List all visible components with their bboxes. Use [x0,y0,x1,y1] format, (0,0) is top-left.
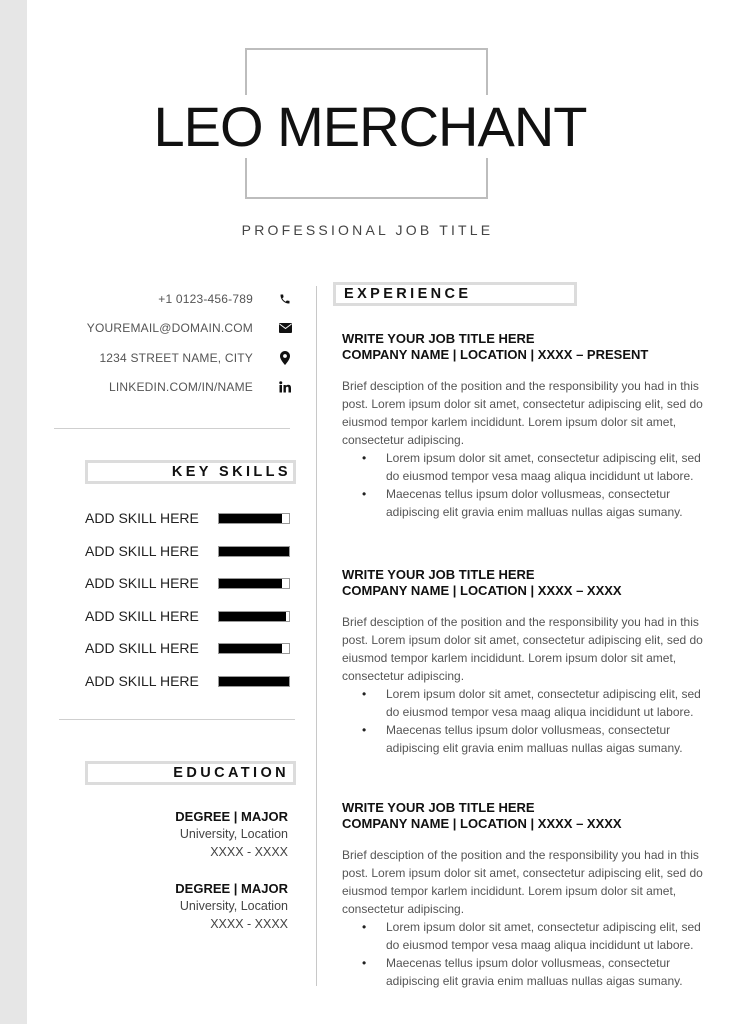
contact-phone [60,290,300,310]
key-skills-heading-box [85,460,296,484]
contact-divider [54,428,290,429]
skill-item [85,575,295,593]
skill-level-bar [218,546,290,557]
job-title: WRITE YOUR JOB TITLE HERE [342,331,535,346]
degree-major: DEGREE | MAJOR [175,809,288,824]
skill-level-bar [218,513,290,524]
skill-item [85,673,295,691]
skill-level-bar [218,611,290,622]
skill-level-bar [218,578,290,589]
education-heading-box [85,761,296,785]
professional-job-title: PROFESSIONAL JOB TITLE [241,222,494,238]
job-bullet: • Lorem ipsum dolor sit amet, consectetur adipiscing elit, sed do eiusmod tempor vesa maag aliqua incididunt ut labore. [342,918,716,954]
degree-major: DEGREE | MAJOR [175,881,288,896]
skill-item [85,510,295,528]
job-title: WRITE YOUR JOB TITLE HERE [342,567,535,582]
job-bullet-list [342,449,722,521]
map-pin-icon [277,349,293,367]
skill-label: ADD SKILL HERE [85,608,199,624]
candidate-name [130,92,610,162]
skill-level-bar [218,643,290,654]
education-dates: XXXX - XXXX [210,917,288,931]
column-divider [316,286,317,986]
education-heading: EDUCATION [173,765,289,781]
contact-linkedin-text: LINKEDIN.COM/IN/NAME [108,380,253,394]
university-location: University, Location [179,899,288,913]
job-title: WRITE YOUR JOB TITLE HERE [342,800,535,815]
experience-entry [342,800,722,990]
experience-entry [342,331,722,521]
education-entry [100,880,288,933]
job-description: Brief desciption of the position and the responsibility you had in this post. Lorem ipsum dolor sit amet, consectetur adipiscing elit, sed do eiusmod tempor karlem incididunt. Lorem ipsum dolor sit amet, consectetur adipiscing. [342,379,703,447]
contact-address-text: 1234 STREET NAME, CITY [99,351,253,365]
education-dates: XXXX - XXXX [210,845,288,859]
job-bullet: • Maecenas tellus ipsum dolor vollusmeas, consectetur adipiscing elit gravia enim malluas nullas aigas sumany. [342,954,716,990]
key-skills-heading: KEY SKILLS [171,464,291,480]
education-entry [100,808,288,861]
experience-heading: EXPERIENCE [344,286,472,302]
job-bullet: • Lorem ipsum dolor sit amet, consectetur adipiscing elit, sed do eiusmod tempor vesa maag aliqua incididunt ut labore. [342,449,716,485]
job-description: Brief desciption of the position and the responsibility you had in this post. Lorem ipsum dolor sit amet, consectetur adipiscing elit, sed do eiusmod tempor karlem incididunt. Lorem ipsum dolor sit amet, consectetur adipiscing. [342,848,703,916]
job-bullet: • Maecenas tellus ipsum dolor vollusmeas, consectetur adipiscing elit gravia enim malluas nullas aigas sumany. [342,485,716,521]
skill-level-fill [219,612,286,621]
linkedin-icon [277,378,293,396]
contact-linkedin [60,378,300,398]
job-description: Brief desciption of the position and the responsibility you had in this post. Lorem ipsum dolor sit amet, consectetur adipiscing elit, sed do eiusmod tempor karlem incididunt. Lorem ipsum dolor sit amet, consectetur adipiscing. [342,615,703,683]
skill-level-fill [219,514,282,523]
contact-email-text: YOUREMAIL@DOMAIN.COM [86,321,253,335]
job-bullet-list [342,918,722,990]
contact-email [60,319,300,339]
skill-level-fill [219,547,289,556]
candidate-name-text: LEO MERCHANT [150,95,591,158]
skill-item [85,640,295,658]
university-location: University, Location [179,827,288,841]
experience-heading-box [333,282,577,306]
contact-address [60,349,300,369]
skill-item [85,608,295,626]
skill-label: ADD SKILL HERE [85,510,199,526]
company-location-dates: COMPANY NAME | LOCATION | XXXX – XXXX [342,583,622,598]
skill-label: ADD SKILL HERE [85,575,199,591]
phone-icon [277,290,293,308]
left-decorative-stripe [0,0,27,1024]
skills-divider [59,719,295,720]
skill-level-fill [219,579,282,588]
skill-level-fill [219,644,282,653]
skill-item [85,543,295,561]
job-bullet: • Lorem ipsum dolor sit amet, consectetur adipiscing elit, sed do eiusmod tempor vesa maag aliqua incididunt ut labore. [342,685,716,721]
skill-level-bar [218,676,290,687]
skill-label: ADD SKILL HERE [85,673,199,689]
company-location-dates: COMPANY NAME | LOCATION | XXXX – PRESENT [342,347,649,362]
company-location-dates: COMPANY NAME | LOCATION | XXXX – XXXX [342,816,622,831]
skill-label: ADD SKILL HERE [85,543,199,559]
skill-level-fill [219,677,289,686]
job-bullet: • Maecenas tellus ipsum dolor vollusmeas, consectetur adipiscing elit gravia enim malluas nullas aigas sumany. [342,721,716,757]
contact-phone-text: +1 0123-456-789 [158,292,253,306]
experience-entry [342,567,722,757]
envelope-icon [277,319,293,337]
job-bullet-list [342,685,722,757]
skill-label: ADD SKILL HERE [85,640,199,656]
